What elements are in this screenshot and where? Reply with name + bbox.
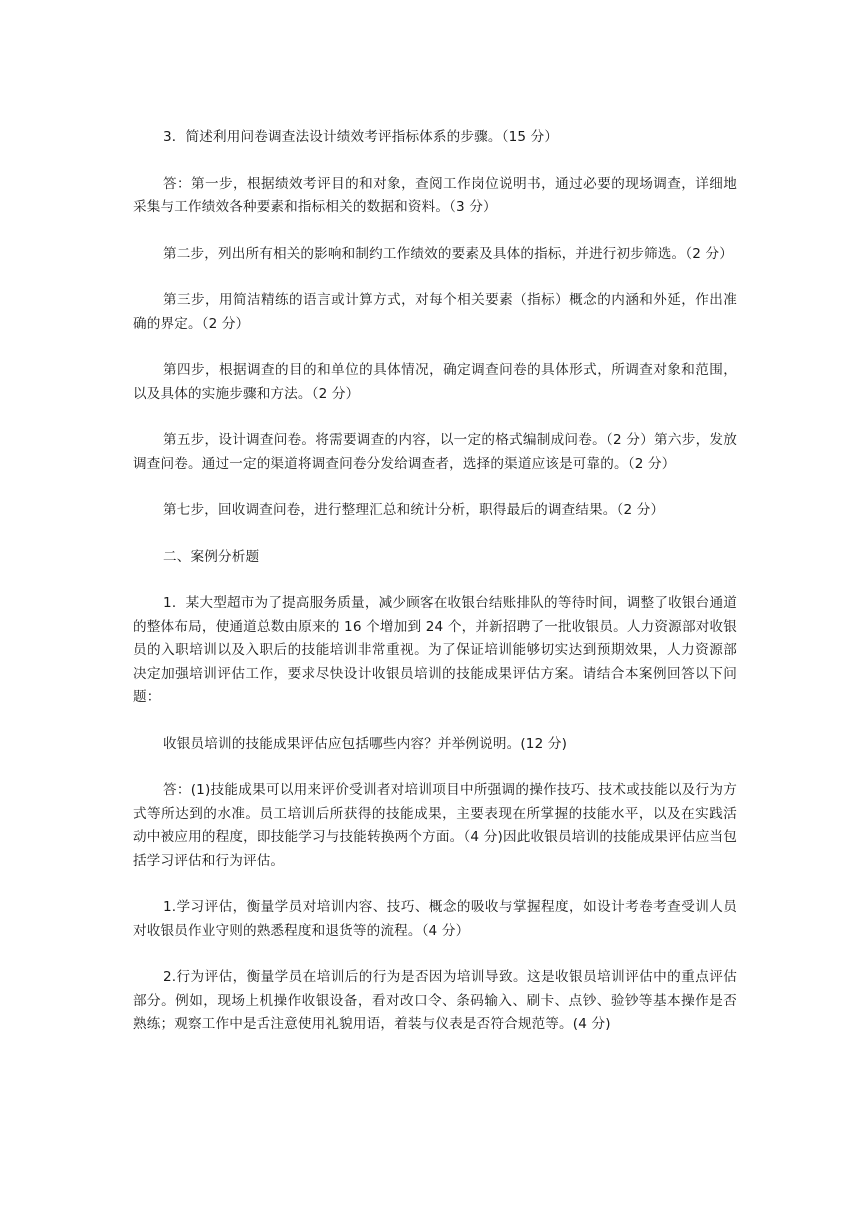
answer-step-7: 第七步，回收调查问卷，进行整理汇总和统计分析，职得最后的调查结果。（2 分） [163,502,665,518]
question-3-heading: 3．简述利用问卷调查法设计绩效考评指标体系的步骤。（15 分） [163,129,559,145]
case-1-answer-learning-evaluation: 1.学习评估，衡量学员对培训内容、技巧、概念的吸收与掌握程度，如设计考卷考查受训人员对收银员作业守则的熟悉程度和退货等的流程。（4 分） [133,899,737,939]
answer-step-1: 答：第一步，根据绩效考评目的和对象，查阅工作岗位说明书，通过必要的现场调查，详细地采集与工作绩效各种要素和指标相关的数据和资料。（3 分） [133,175,737,215]
case-1-answer-intro: 答：(1)技能成果可以用来评价受训者对培训项目中所强调的操作技巧、技术或技能以及行为方式等所达到的水准。员工培训后所获得的技能成果，主要表现在所掌握的技能水平，以及在实践活动中被应用的程度，即技能学习与技能转换两个方面。（4 分)因此收银员培训的技能成果评估应当包括学习评估和行为评估。 [133,782,737,869]
case-1-answer-behavior-evaluation: 2.行为评估，衡量学员在培训后的行为是否因为培训导致。这是收银员培训评估中的重点评估部分。例如，现场上机操作收银设备，看对改口令、条码输入、刷卡、点钞、验钞等基本操作是否熟练；观察工作中是舌注意使用礼貌用语，着装与仪表是否符合规范等。(4 分) [133,969,737,1032]
section-heading-case-analysis: 二、案例分析题 [163,548,260,565]
document-body [133,126,737,1060]
answer-step-5-6: 第五步，设计调查问卷。将需要调查的内容，以一定的格式编制成问卷。（2 分）第六步，发放调查问卷。通过一定的渠道将调查问卷分发给调查者，选择的渠道应该是可靠的。（2 分） [133,432,737,472]
answer-step-3: 第三步，用简洁精练的语言或计算方式，对每个相关要素（指标）概念的内涵和外延，作出准确的界定。（2 分） [133,292,737,332]
case-1-description: 1．某大型超市为了提高服务质量，减少顾客在收银台结账排队的等待时间，调整了收银台通道的整体布局，使通道总数由原来的 16 个增加到 24 个，并新招聘了一批收银员。人力资源部对收银员的入职培训以及入职后的技能培训非常重视。为了保证培训能够切实达到预期效果，人力资源部决定加强培训评估工作，要求尽快设计收银员培训的技能成果评估方案。请结合本案例回答以下问题： [133,595,737,705]
case-1-question: 收银员培训的技能成果评估应包括哪些内容？并举例说明。(12 分) [163,735,568,752]
answer-step-4: 第四步，根据调查的目的和单位的具体情况，确定调查问卷的具体形式，所调查对象和范围，以及具体的实施步骤和方法。（2 分） [133,362,737,402]
answer-step-2: 第二步，列出所有相关的影响和制约工作绩效的要素及具体的指标，并进行初步筛选。（2 分） [163,245,733,262]
